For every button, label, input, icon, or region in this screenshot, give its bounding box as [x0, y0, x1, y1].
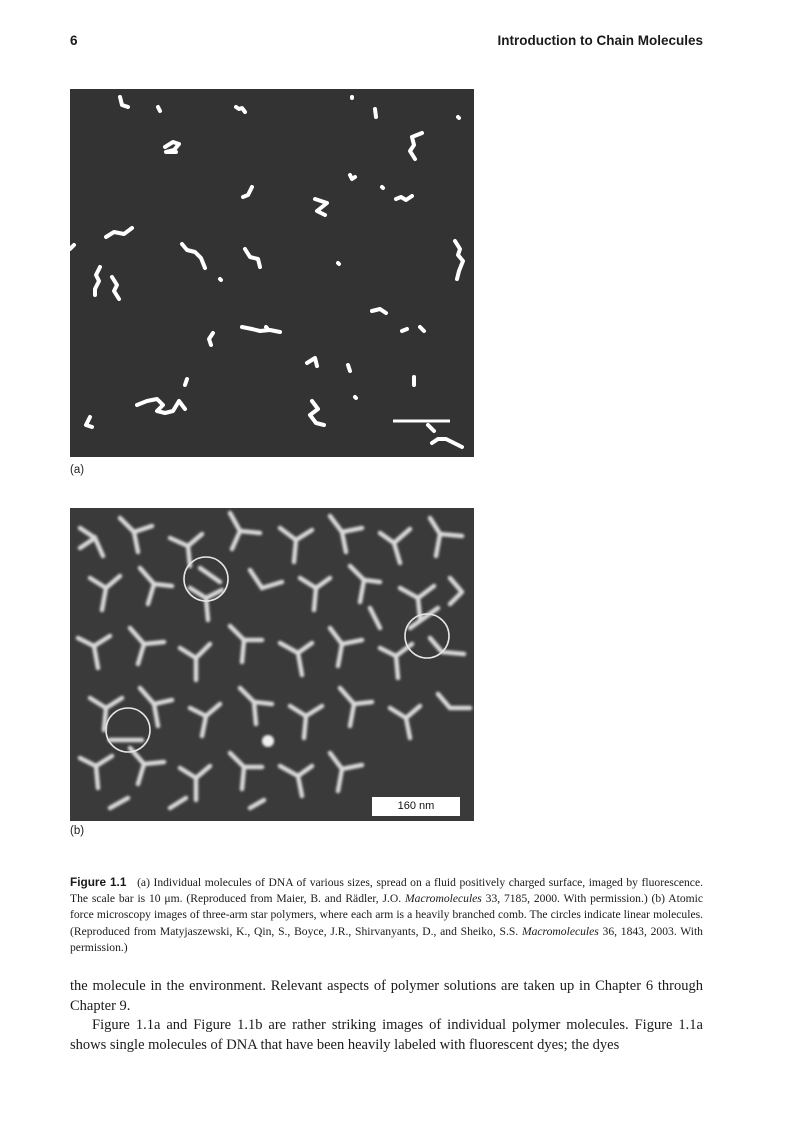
scale-bar-label: 160 nm	[372, 797, 460, 816]
running-title: Introduction to Chain Molecules	[497, 33, 703, 48]
figure-panel-a-image	[70, 89, 474, 457]
figure-caption	[70, 874, 703, 956]
page-number: 6	[70, 33, 78, 48]
page-header	[70, 33, 703, 53]
afm-star-polymer-image	[70, 508, 474, 821]
caption-text-3: 36, 1843, 2003. With permission.)	[70, 924, 703, 954]
body-paragraph-1: the molecule in the environment. Relevant aspects of polymer solutions are taken up in Chapter 6 through Chapter 9.	[70, 978, 703, 1014]
body-text	[70, 977, 703, 1055]
panel-b-label: (b)	[70, 825, 85, 837]
figure-label: Figure 1.1	[70, 875, 127, 889]
dna-fluorescence-image	[70, 89, 474, 457]
caption-text-1: (a) Individual molecules of DNA of various sizes, spread on a fluid positively charged surface, imaged by fluorescence. The scale bar is 10 μm. (Reproduced from Maier, B. and Rädler, J.O.	[70, 876, 703, 906]
caption-text-2: 33, 7185, 2000. With permission.) (b) Atomic force microscopy images of three-arm star polymers, where each arm is a heavily branched comb. The circles indicate linear molecules. (Reproduced from Matyjaszewski, K., Qin, S., Boyce, J.R., Shirvanyants, D., and Sheiko, S.S.	[70, 892, 703, 938]
caption-journal-2: Macromolecules	[521, 924, 599, 938]
figure-panel-b-image	[70, 508, 474, 821]
panel-a-label: (a)	[70, 464, 85, 476]
body-paragraph-2: Figure 1.1a and Figure 1.1b are rather striking images of individual polymer molecules. Figure 1.1a shows single molecules of DNA that have been heavily labeled with fluorescent dyes; the dyes	[70, 1017, 703, 1053]
caption-journal-1: Macromolecules	[404, 892, 482, 906]
